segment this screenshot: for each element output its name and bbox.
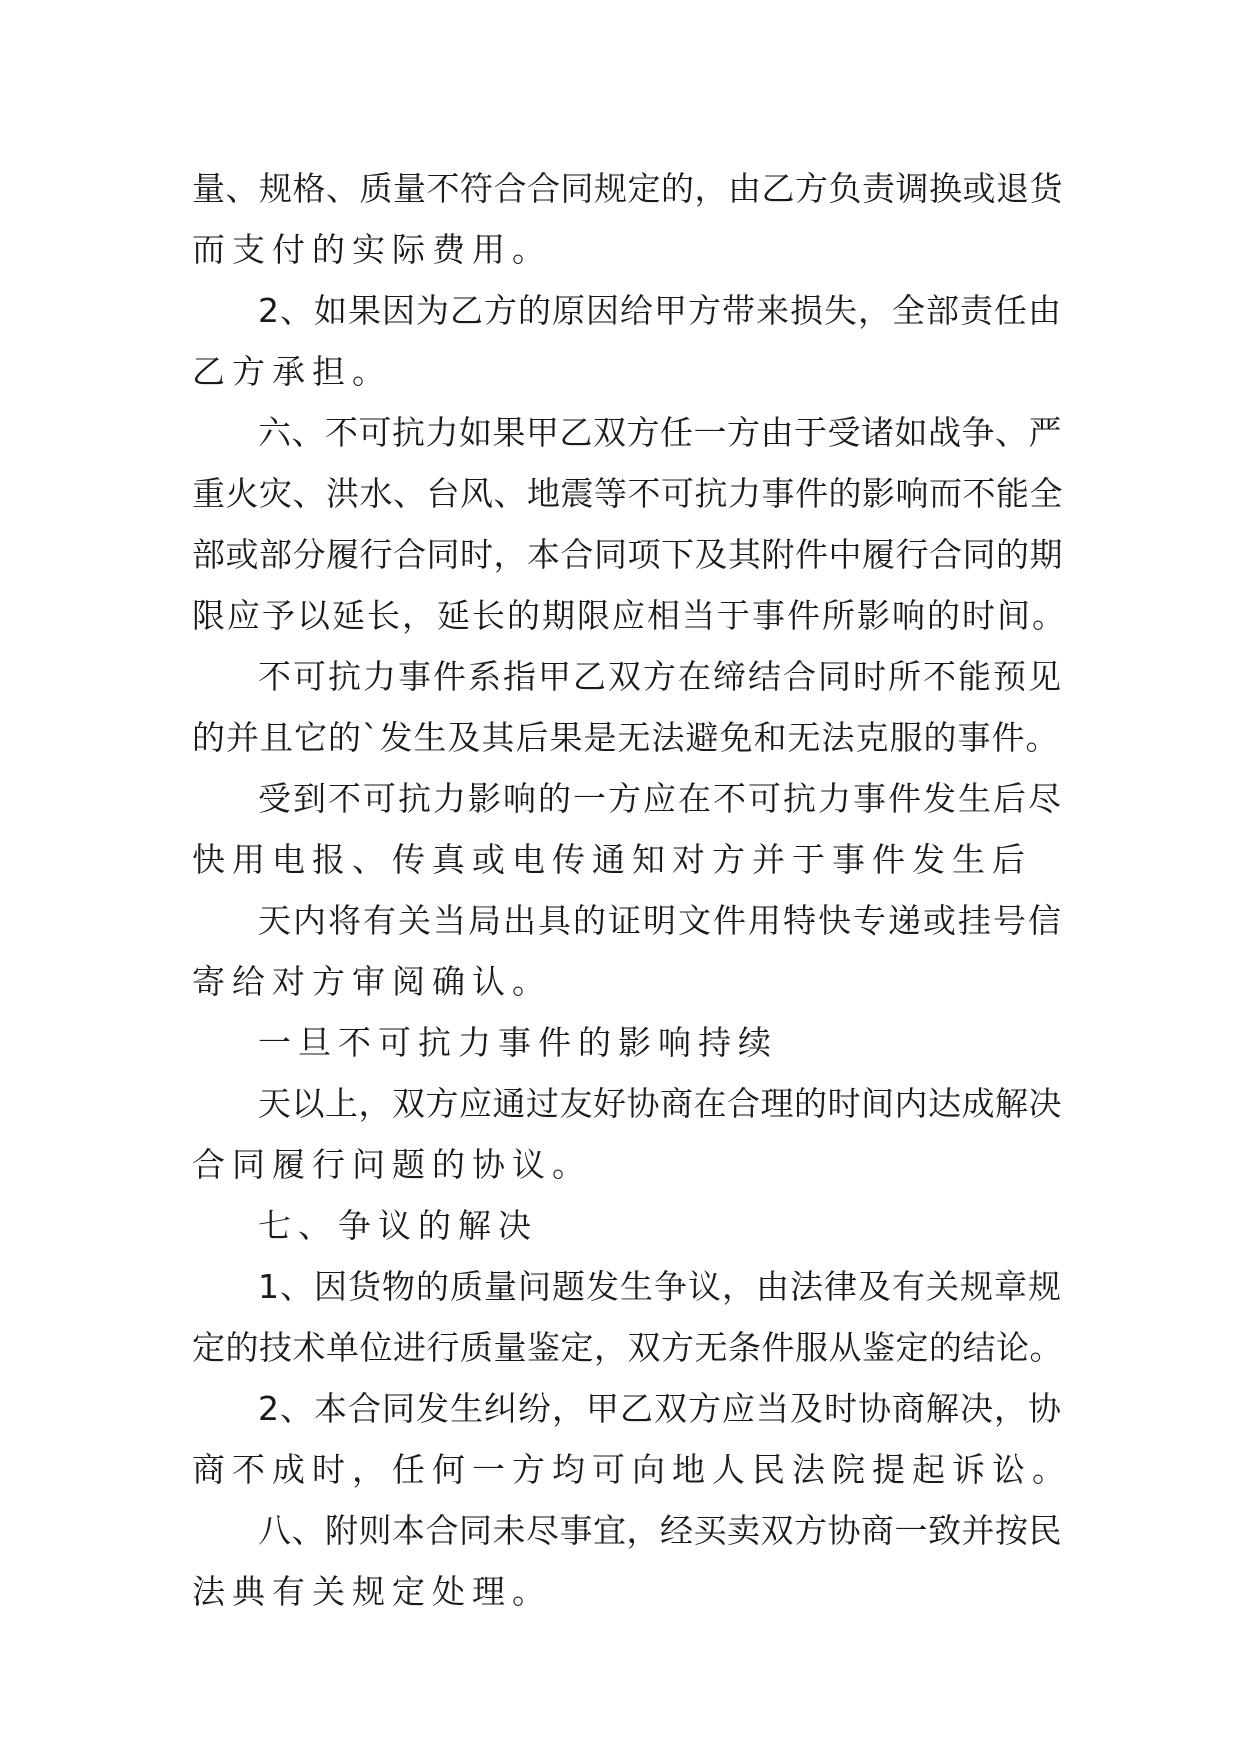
text-line: 商不成时，任何一方均可向地人民法院提起诉讼。: [192, 1450, 1072, 1489]
section-heading-line: 八、附则本合同未尽事宜，经买卖双方协商一致并按民: [258, 1511, 1062, 1550]
text-line: 部或部分履行合同时，本合同项下及其附件中履行合同的期: [192, 535, 1063, 574]
text-line: 乙方承担。: [192, 352, 392, 391]
text-line: 限应予以延长，延长的期限应相当于事件所影响的时间。: [192, 596, 1067, 635]
text-line: 快用电报、传真或电传通知对方并于事件发生后: [192, 840, 1032, 879]
text-line: 法典有关规定处理。: [192, 1572, 552, 1611]
text-line: 的并且它的`发生及其后果是无法避免和无法克服的事件。: [192, 718, 1060, 757]
text-line: 而支付的实际费用。: [192, 230, 552, 269]
text-line: 不可抗力事件系指甲乙双方在缔结合同时所不能预见: [258, 657, 1063, 696]
text-line: 天以上，双方应通过友好协商在合理的时间内达成解决: [258, 1084, 1062, 1123]
text-line: 2、本合同发生纠纷，甲乙双方应当及时协商解决，协: [258, 1389, 1062, 1428]
text-line: 重火灾、洪水、台风、地震等不可抗力事件的影响而不能全: [192, 474, 1063, 513]
text-line: 定的技术单位进行质量鉴定，双方无条件服从鉴定的结论。: [192, 1328, 1063, 1367]
section-heading-line: 六、不可抗力如果甲乙双方任一方由于受诸如战争、严: [258, 413, 1062, 452]
text-line: 量、规格、质量不符合合同规定的，由乙方负责调换或退货: [192, 169, 1063, 208]
text-line: 寄给对方审阅确认。: [192, 962, 552, 1001]
text-line: 天内将有关当局出具的证明文件用特快专递或挂号信: [258, 901, 1063, 940]
text-line: 受到不可抗力影响的一方应在不可抗力事件发生后尽: [258, 779, 1063, 818]
text-line: 1、因货物的质量问题发生争议，由法律及有关规章规: [258, 1267, 1062, 1306]
section-heading-line: 七、争议的解决: [258, 1206, 538, 1245]
document-body: [192, 158, 1072, 1622]
text-line: 合同履行问题的协议。: [192, 1145, 592, 1184]
text-line: 2、如果因为乙方的原因给甲方带来损失，全部责任由: [258, 291, 1062, 330]
text-line: 一旦不可抗力事件的影响持续: [258, 1023, 778, 1062]
